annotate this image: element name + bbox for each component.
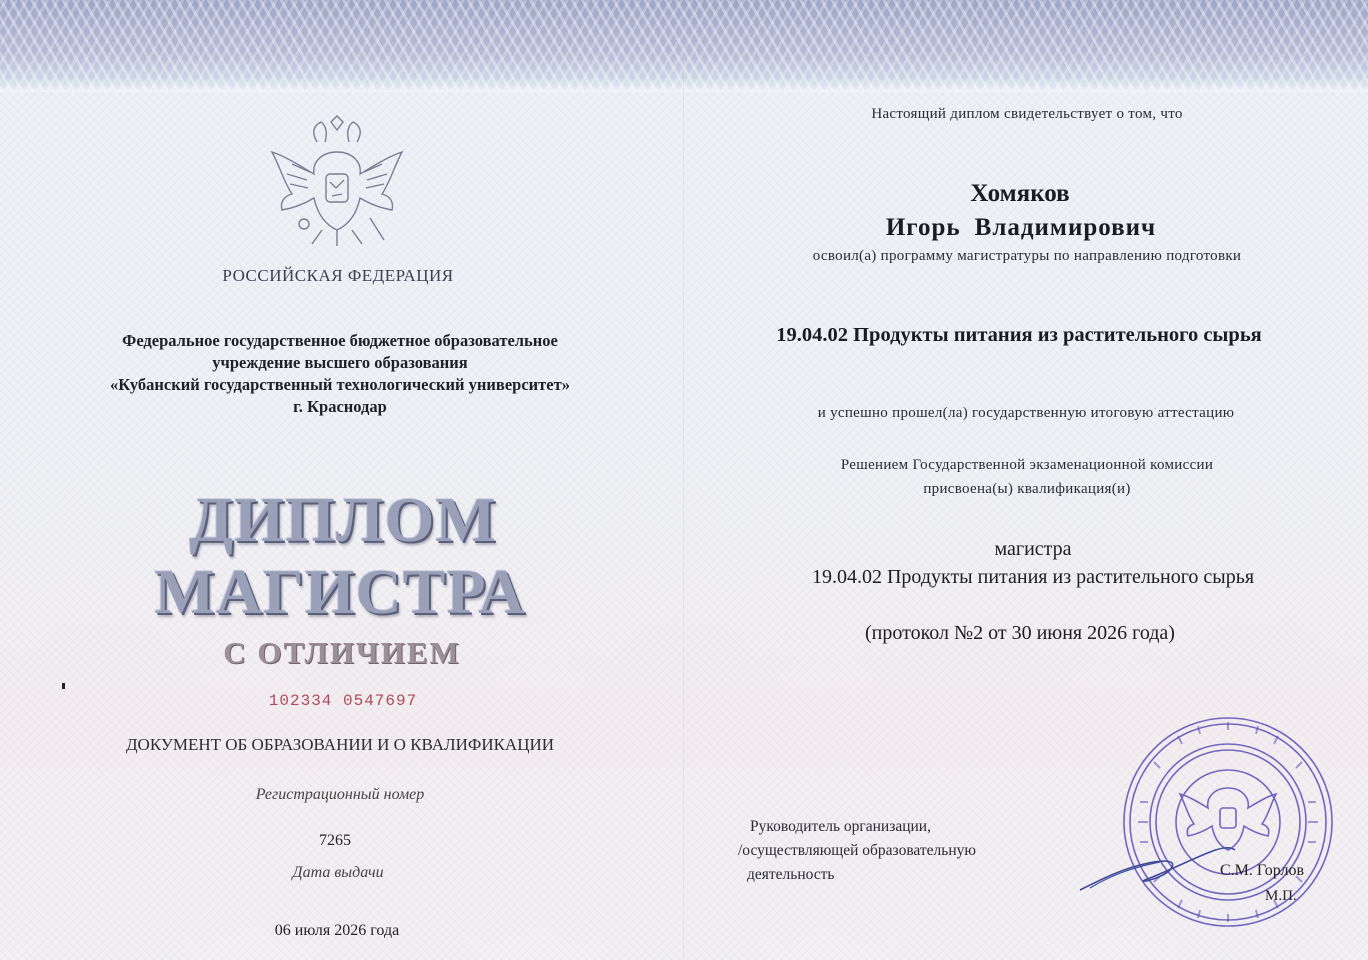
study-direction: 19.04.02 Продукты питания из растительного сырья (776, 324, 1262, 346)
program-line: освоил(а) программу магистратуры по направлению подготовки (812, 248, 1242, 264)
qualification-degree: магистра (994, 538, 1072, 560)
registration-number: 7265 (319, 832, 351, 849)
institution-line-3: «Кубанский государственный технологический университет» (110, 375, 570, 394)
graduate-first-name: Игорь (885, 214, 961, 241)
document-type: ДОКУМЕНТ ОБ ОБРАЗОВАНИИ И О КВАЛИФИКАЦИИ (125, 735, 555, 754)
graduate-surname: Хомяков (970, 180, 1070, 207)
issue-date-label: Дата выдачи (292, 864, 384, 881)
institution-line-2: учреждение высшего образования (212, 353, 468, 372)
russian-coat-of-arms-icon (262, 112, 412, 252)
serial-number: 102334 0547697 (268, 692, 418, 710)
graduate-patronymic: Владимирович (974, 214, 1157, 241)
commission-line-2: присвоена(ы) квалификация(и) (923, 481, 1131, 497)
page-fold (683, 60, 685, 960)
stamp-mark-label: М.П. (1265, 888, 1297, 904)
diploma-title-line-1: ДИПЛОМ (189, 484, 497, 555)
ink-dot (62, 683, 65, 689)
qualification-field: 19.04.02 Продукты питания из растительного сырья (811, 566, 1255, 588)
institution-line-1: Федеральное государственное бюджетное образовательное (122, 331, 558, 350)
protocol-reference: (протокол №2 от 30 июня 2026 года) (865, 622, 1175, 644)
honors-label: С ОТЛИЧИЕМ (223, 635, 461, 670)
head-title-line-2: /осуществляющей образовательную (738, 842, 976, 859)
certifies-text: Настоящий диплом свидетельствует о том, что (871, 106, 1183, 122)
registration-label: Регистрационный номер (255, 786, 425, 803)
institution-name (110, 330, 570, 418)
head-title-line-3: деятельность (747, 866, 835, 883)
institution-city: г. Краснодар (293, 397, 387, 416)
graduate-given-names (886, 214, 1156, 242)
diploma-title-line-2: МАГИСТРА (154, 556, 526, 627)
commission-line-1: Решением Государственной экзаменационной комиссии (840, 457, 1214, 473)
attestation-text: и успешно прошел(ла) государственную итоговую аттестацию (817, 405, 1235, 421)
head-title-line-1: Руководитель организации, (750, 818, 931, 835)
country-name: РОССИЙСКАЯ ФЕДЕРАЦИЯ (222, 266, 454, 285)
signer-name: С.М. Горлов (1220, 862, 1305, 879)
issue-date: 06 июля 2026 года (274, 922, 400, 939)
